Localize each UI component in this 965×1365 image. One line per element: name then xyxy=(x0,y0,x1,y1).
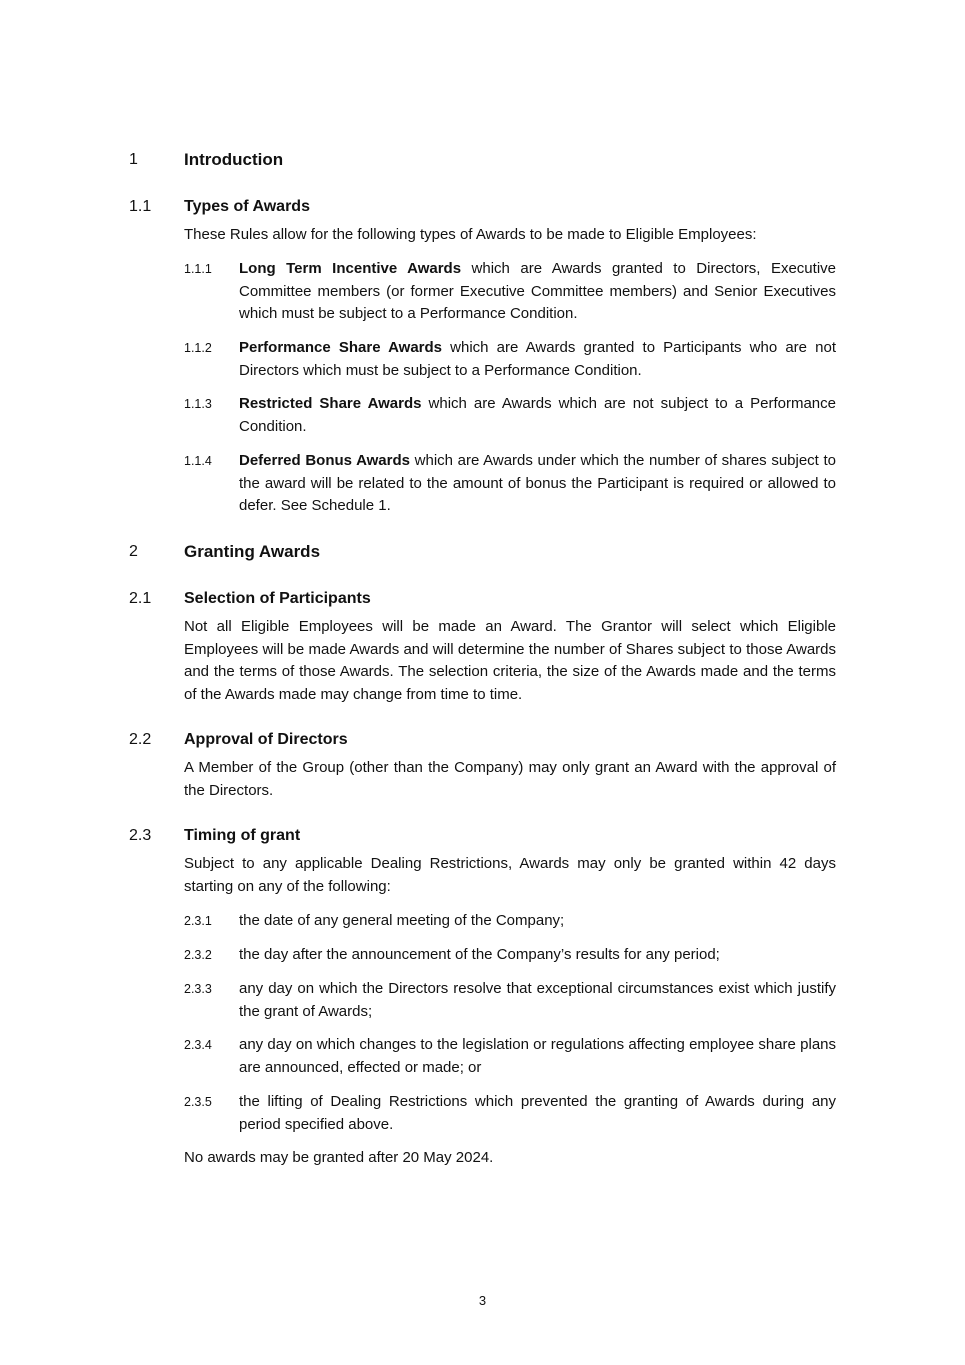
clause-general-meeting: the date of any general meeting of the Company; xyxy=(239,912,565,929)
clause-restricted-share-awards xyxy=(239,393,836,438)
clause-number: 2.3.1 xyxy=(184,914,212,928)
clause-text: which are Awards granted to Directors, Executive Committee members (or former Executive Committee members) and Senior Executives which must be subject to a Performance Condition. xyxy=(239,260,836,322)
clause-number: 2.3.2 xyxy=(184,948,212,962)
clause-number: 1.1.3 xyxy=(184,397,212,411)
section-number: 1 xyxy=(129,151,138,168)
clause-number: 1.1.4 xyxy=(184,454,212,468)
clause-number: 2.3.4 xyxy=(184,1038,212,1052)
clause-term: Performance Share Awards xyxy=(239,339,443,356)
page-number: 3 xyxy=(478,1293,487,1308)
clause-performance-share-awards xyxy=(239,337,836,382)
types-of-awards-intro: These Rules allow for the following types of Awards to be made to Eligible Employees: xyxy=(184,226,757,243)
subsection-heading-selection-of-participants: Selection of Participants xyxy=(184,590,371,607)
clause-number: 1.1.1 xyxy=(184,262,212,276)
timing-of-grant-intro: Subject to any applicable Dealing Restrictions, Awards may only be granted within 42 days starting on any of the following: xyxy=(184,855,836,895)
section-heading-introduction: Introduction xyxy=(184,150,284,169)
clause-exceptional-circumstances: any day on which the Directors resolve that exceptional circumstances exist which justify the grant of Awards; xyxy=(239,980,836,1020)
clause-number: 1.1.2 xyxy=(184,341,212,355)
clause-term: Restricted Share Awards xyxy=(239,395,422,412)
approval-of-directors-body: A Member of the Group (other than the Company) may only grant an Award with the approval of the Directors. xyxy=(184,759,836,799)
clause-text: which are Awards which are not subject to a Performance Condition. xyxy=(239,395,836,435)
clause-number: 2.3.5 xyxy=(184,1095,212,1109)
clause-term: Long Term Incentive Awards xyxy=(239,260,462,277)
subsection-number: 2.1 xyxy=(129,590,152,607)
timing-of-grant-closing: No awards may be granted after 20 May 2024. xyxy=(184,1149,494,1166)
subsection-heading-approval-of-directors: Approval of Directors xyxy=(184,731,348,748)
subsection-heading-types-of-awards: Types of Awards xyxy=(184,198,310,215)
clause-number: 2.3.3 xyxy=(184,982,212,996)
clause-text: which are Awards under which the number of shares subject to the award will be related to the amount of bonus the Participant is required or allowed to defer. See Schedule 1. xyxy=(239,452,836,514)
section-heading-granting-awards: Granting Awards xyxy=(184,542,321,561)
subsection-number: 2.2 xyxy=(129,731,152,748)
subsection-number: 1.1 xyxy=(129,198,152,215)
selection-of-participants-body: Not all Eligible Employees will be made an Award. The Grantor will select which Eligible Employees will be made Awards and will determine the number of Shares subject to those Awards and the terms of those Awards. The selection criteria, the size of the Awards made and the terms of the Awards made may change from time to time. xyxy=(184,618,836,703)
clause-legislation-changes: any day on which changes to the legislation or regulations affecting employee share plans are announced, effected or made; or xyxy=(239,1036,836,1076)
section-number: 2 xyxy=(129,543,138,560)
clause-dealing-restrictions-lifted: the lifting of Dealing Restrictions which prevented the granting of Awards during any period specified above. xyxy=(239,1093,836,1133)
clause-deferred-bonus-awards xyxy=(239,450,836,518)
clause-long-term-incentive-awards xyxy=(239,258,836,326)
subsection-number: 2.3 xyxy=(129,827,152,844)
subsection-heading-timing-of-grant: Timing of grant xyxy=(184,827,301,844)
clause-term: Deferred Bonus Awards xyxy=(239,452,410,469)
clause-results-announcement: the day after the announcement of the Company’s results for any period; xyxy=(239,946,720,963)
clause-text: which are Awards granted to Participants who are not Directors which must be subject to a Performance Condition. xyxy=(239,339,836,379)
